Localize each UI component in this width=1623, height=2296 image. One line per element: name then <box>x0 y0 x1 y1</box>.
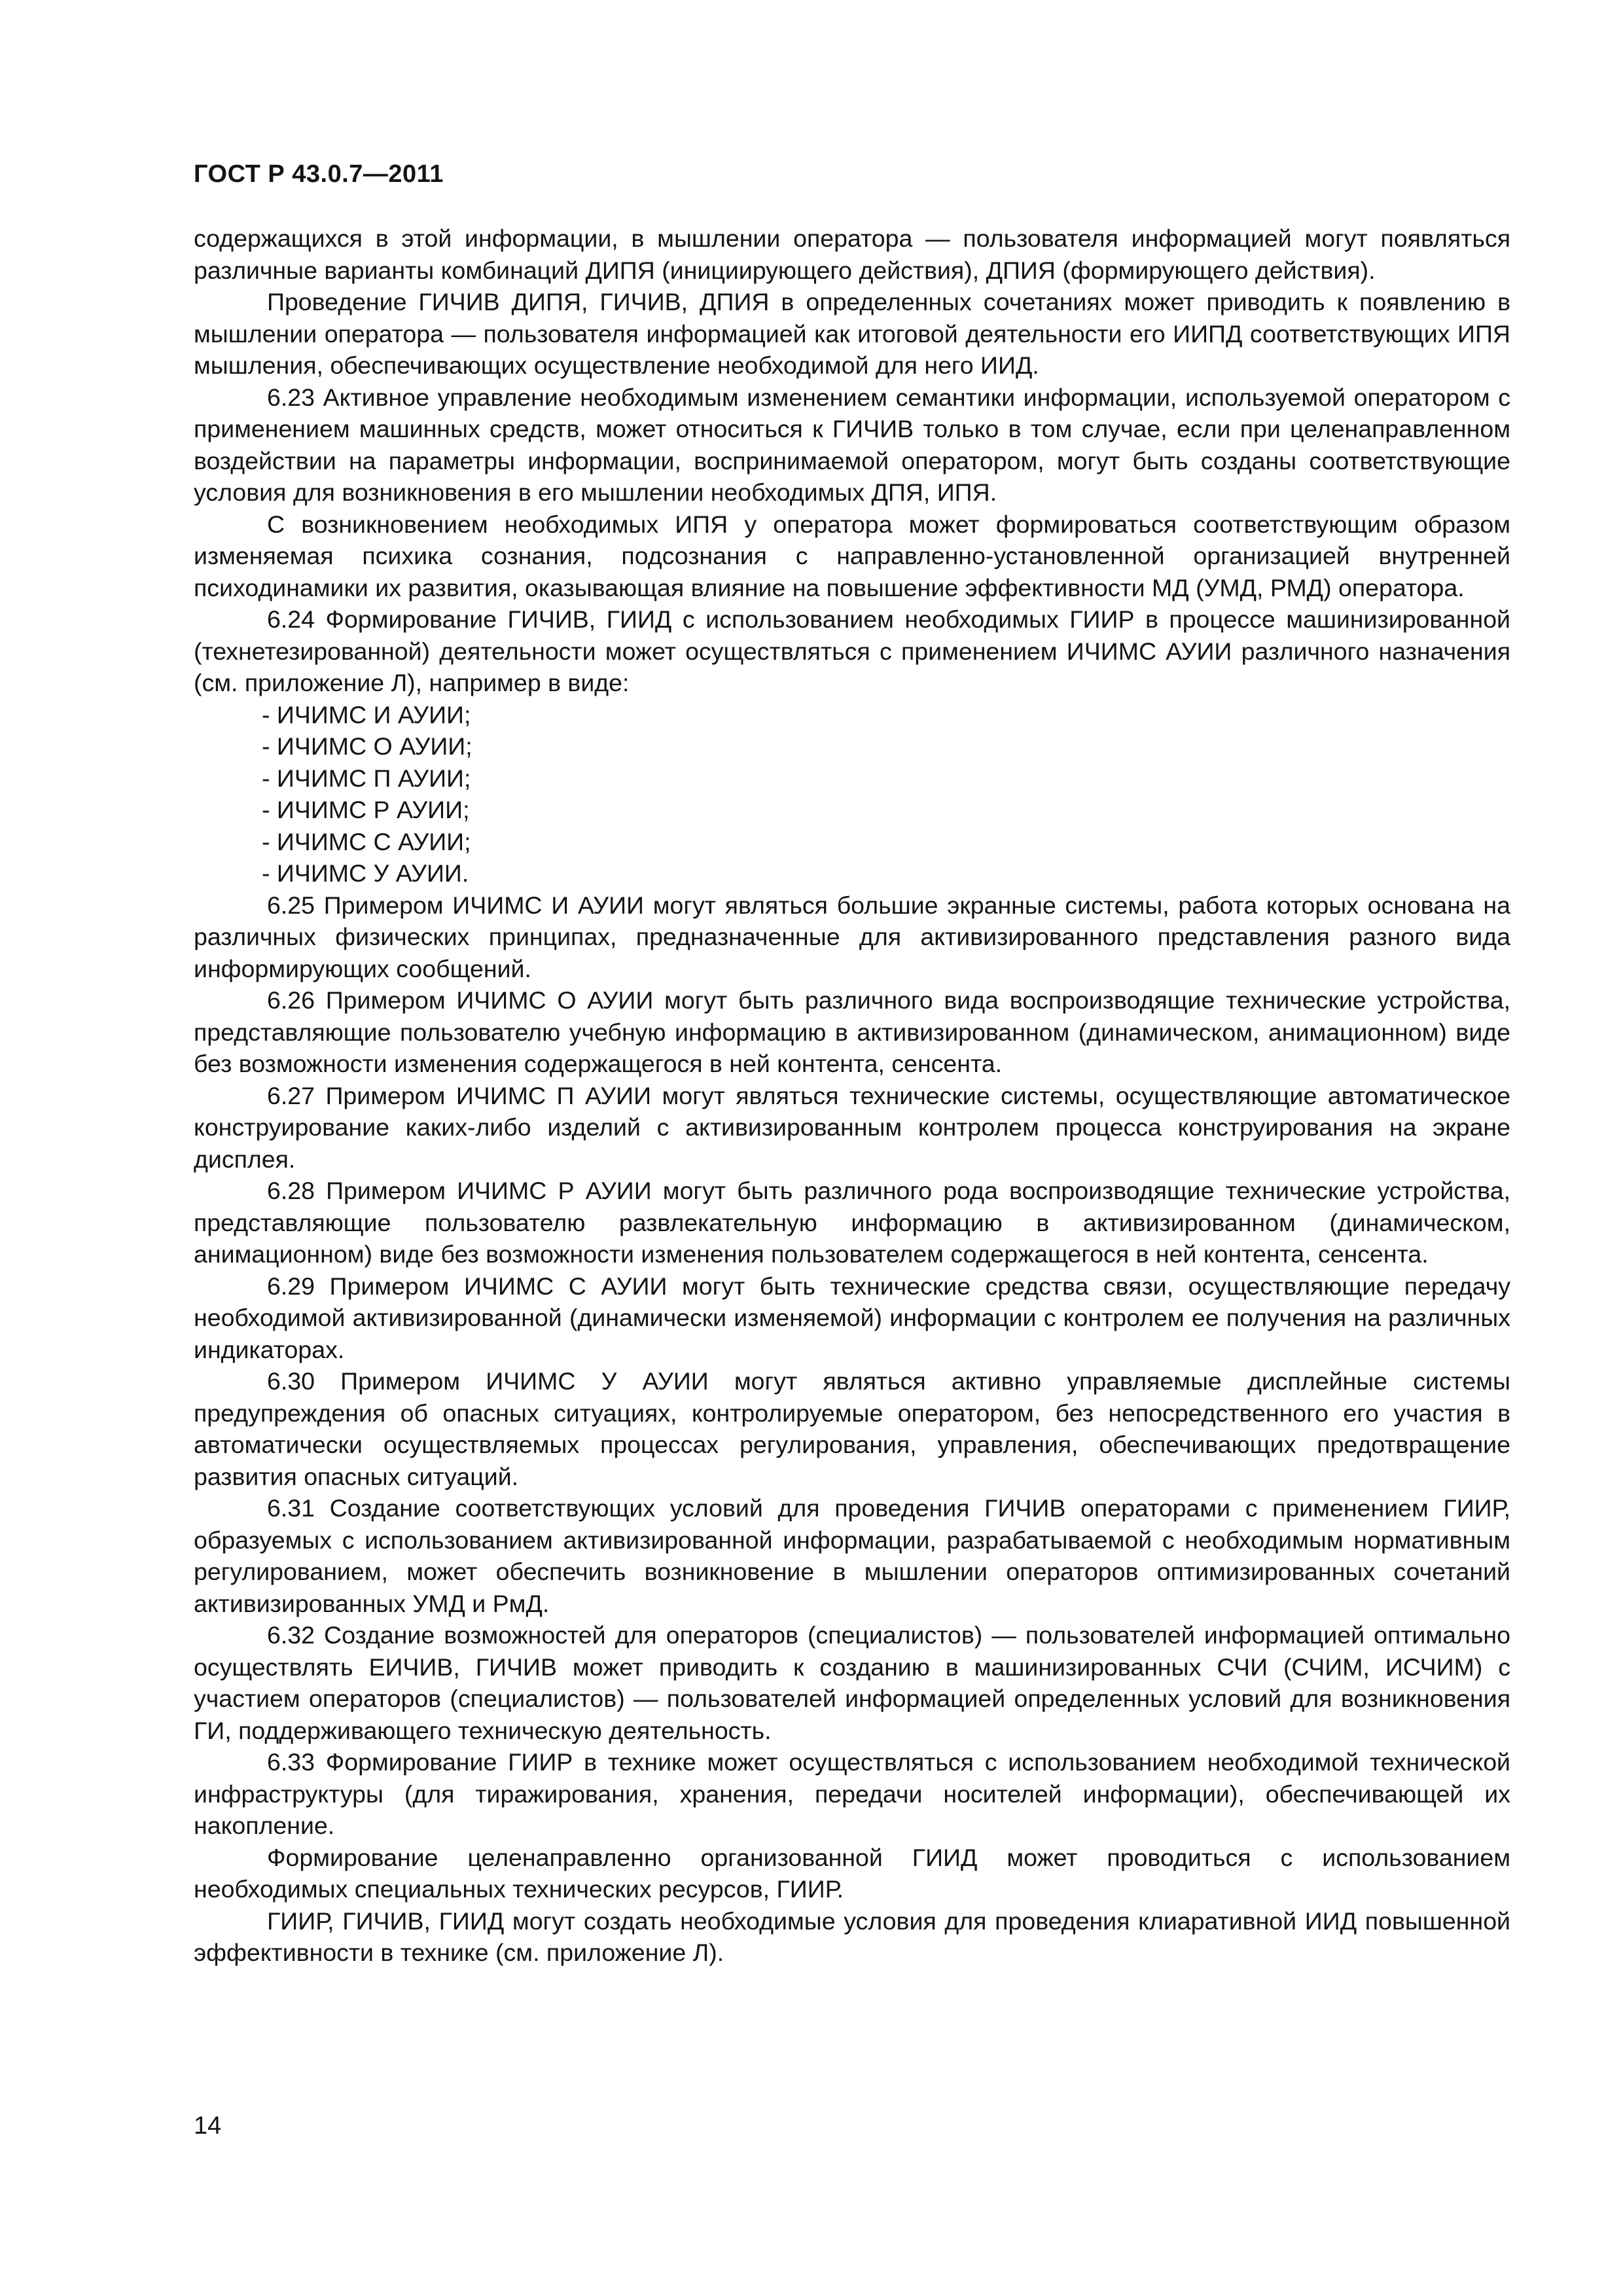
list-item: - ИЧИМС О АУИИ; <box>262 732 473 760</box>
paragraph: 6.27 Примером ИЧИМС П АУИИ могут являться технические системы, осуществляющие автоматическое конструирование каких-либо изделий с активизированным контролем процесса конструирования на экране дисплея. <box>194 1081 1510 1173</box>
body-text <box>194 223 1510 1969</box>
paragraph: 6.32 Создание возможностей для операторов (специалистов) — пользователей информацией оптимально осуществлять ЕИЧИВ, ГИЧИВ может приводить к созданию в машинизированных СЧИ (СЧИМ, ИСЧИМ) с участием операторов (специалистов) — пользователей информацией определенных условий для возникновения ГИ, поддерживающего техническую деятельность. <box>194 1621 1510 1744</box>
list-item: - ИЧИМС Р АУИИ; <box>262 796 470 823</box>
list-item: - ИЧИМС И АУИИ; <box>262 700 471 728</box>
paragraph: 6.25 Примером ИЧИМС И АУИИ могут являться большие экранные системы, работа которых основана на различных физических принципах, предназначенные для активизированного представления разного вида информирующих сообщений. <box>194 891 1510 982</box>
paragraph: 6.26 Примером ИЧИМС О АУИИ могут быть различного вида воспроизводящие технические устройства, представляющие пользователю учебную информацию в активизированном (динамическом, анимационном) виде без возможности изменения содержащегося в ней контента, сенсента. <box>194 986 1510 1077</box>
paragraph: 6.31 Создание соответствующих условий для проведения ГИЧИВ операторами с применением ГИИР, образуемых с использованием активизированной информации, разрабатываемой с необходимым нормативным регулированием, может обеспечить возникновение в мышлении операторов оптимизированных сочетаний активизированных УМД и РмД. <box>194 1494 1510 1617</box>
paragraph: содержащихся в этой информации, в мышлении оператора — пользователя информацией могут появляться различные варианты комбинаций ДИПЯ (инициирующего действия), ДПИЯ (формирующего действия). <box>194 224 1510 284</box>
paragraph: 6.29 Примером ИЧИМС С АУИИ могут быть технические средства связи, осуществляющие передачу необходимой активизированной (динамически изменяемой) информации с контролем ее получения на различных индикаторах. <box>194 1272 1510 1363</box>
paragraph: Проведение ГИЧИВ ДИПЯ, ГИЧИВ, ДПИЯ в определенных сочетаниях может приводить к появлению в мышлении оператора — пользователя информацией как итоговой деятельности его ИИПД соответствующих ИПЯ мышления, обеспечивающих осуществление необходимой для него ИИД. <box>194 288 1510 379</box>
page-number: 14 <box>194 2112 222 2140</box>
paragraph: 6.28 Примером ИЧИМС Р АУИИ могут быть различного рода воспроизводящие технические устройства, представляющие пользователю развлекательную информацию в активизированном (динамическом, анимационном) виде без возможности изменения пользователем содержащегося в ней контента, сенсента. <box>194 1177 1510 1268</box>
paragraph: Формирование целенаправленно организованной ГИИД может проводиться с использованием необходимых специальных технических ресурсов, ГИИР. <box>194 1843 1510 1903</box>
paragraph: 6.23 Активное управление необходимым изменением семантики информации, используемой оператором с применением машинных средств, может относиться к ГИЧИВ только в том случае, если при целенаправленном воздействии на параметры информации, воспринимаемой оператором, могут быть созданы соответствующие условия для возникновения в его мышлении необходимых ДПЯ, ИПЯ. <box>194 383 1510 506</box>
paragraph: С возникновением необходимых ИПЯ у оператора может формироваться соответствующим образом изменяемая психика сознания, подсознания с направленно-установленной организацией внутренней психодинамики их развития, оказывающая влияние на повышение эффективности МД (УМД, РМД) оператора. <box>194 510 1510 601</box>
document-header: ГОСТ Р 43.0.7—2011 <box>194 160 444 188</box>
paragraph: 6.33 Формирование ГИИР в технике может осуществляться с использованием необходимой технической инфраструктуры (для тиражирования, хранения, передачи носителей информации), обеспечивающей их накопление. <box>194 1748 1510 1839</box>
paragraph: 6.30 Примером ИЧИМС У АУИИ могут являться активно управляемые дисплейные системы предупреждения об опасных ситуациях, контролируемые оператором, без непосредственного его участия в автоматически осуществляемых процессах регулирования, управления, обеспечивающих предотвращение развития опасных ситуаций. <box>194 1367 1510 1490</box>
list-item: - ИЧИМС С АУИИ; <box>262 827 471 855</box>
list-item: - ИЧИМС У АУИИ. <box>262 859 469 887</box>
paragraph: 6.24 Формирование ГИЧИВ, ГИИД с использованием необходимых ГИИР в процессе машинизированной (технетезированной) деятельности может осуществляться с применением ИЧИМС АУИИ различного назначения (см. приложение Л), например в виде: <box>194 605 1510 696</box>
paragraph: ГИИР, ГИЧИВ, ГИИД могут создать необходимые условия для проведения клиаративной ИИД повышенной эффективности в технике (см. приложение Л). <box>194 1907 1510 1966</box>
list-item: - ИЧИМС П АУИИ; <box>262 764 471 792</box>
